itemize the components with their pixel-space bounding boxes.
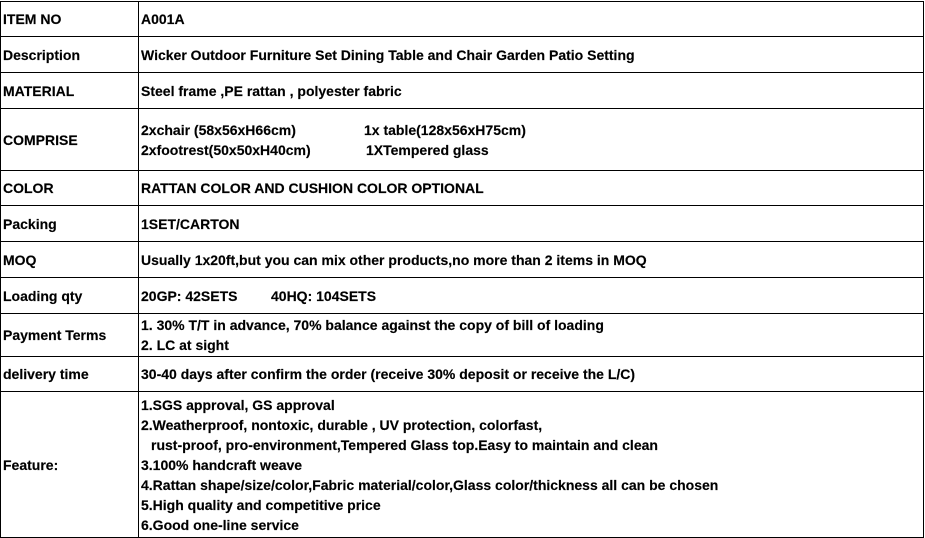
description-value: Wicker Outdoor Furniture Set Dining Table and Chair Garden Patio Setting bbox=[139, 37, 924, 73]
comprise-line-2 bbox=[141, 140, 923, 160]
product-spec-table bbox=[0, 1, 924, 538]
row-feature bbox=[1, 392, 924, 538]
payment-terms-value bbox=[139, 314, 924, 357]
row-loading-qty bbox=[1, 278, 924, 314]
row-material bbox=[1, 73, 924, 109]
row-description bbox=[1, 37, 924, 73]
delivery-time-label: delivery time bbox=[1, 357, 139, 392]
row-color bbox=[1, 171, 924, 206]
feature-line: 4.Rattan shape/size/color,Fabric material/color,Glass color/thickness all can be chosen bbox=[141, 476, 719, 493]
delivery-time-value: 30-40 days after confirm the order (receive 30% deposit or receive the L/C) bbox=[139, 357, 924, 392]
material-value: Steel frame ,PE rattan , polyester fabric bbox=[139, 73, 924, 109]
payment-terms-label: Payment Terms bbox=[1, 314, 139, 357]
row-comprise bbox=[1, 109, 924, 171]
comprise-value bbox=[139, 109, 924, 171]
item-no-value: A001A bbox=[139, 2, 924, 37]
loading-qty-label: Loading qty bbox=[1, 278, 139, 314]
moq-value: Usually 1x20ft,but you can mix other products,no more than 2 items in MOQ bbox=[139, 242, 924, 278]
item-no-label: ITEM NO bbox=[1, 2, 139, 37]
feature-line: rust-proof, pro-environment,Tempered Glass top.Easy to maintain and clean bbox=[151, 436, 658, 453]
feature-line: 1.SGS approval, GS approval bbox=[141, 396, 335, 413]
material-label: MATERIAL bbox=[1, 73, 139, 109]
description-label: Description bbox=[1, 37, 139, 73]
row-payment-terms bbox=[1, 314, 924, 357]
loading-qty-40hq: 40HQ: 104SETS bbox=[271, 287, 377, 304]
row-packing bbox=[1, 206, 924, 242]
moq-label: MOQ bbox=[1, 242, 139, 278]
feature-label: Feature: bbox=[1, 392, 139, 538]
color-label: COLOR bbox=[1, 171, 139, 206]
row-moq bbox=[1, 242, 924, 278]
payment-line-2: 2. LC at sight bbox=[141, 337, 229, 353]
payment-line-1: 1. 30% T/T in advance, 70% balance against the copy of bill of loading bbox=[141, 317, 604, 333]
row-delivery-time bbox=[1, 357, 924, 392]
feature-line: 5.High quality and competitive price bbox=[141, 496, 381, 513]
comprise-label: COMPRISE bbox=[1, 109, 139, 171]
feature-value bbox=[139, 392, 924, 538]
row-item-no bbox=[1, 2, 924, 37]
comprise-table: 1x table(128x56xH75cm) bbox=[364, 121, 526, 138]
loading-qty-value bbox=[139, 278, 924, 314]
comprise-footrest: 2xfootrest(50x50xH40cm) bbox=[141, 141, 311, 158]
comprise-chair: 2xchair (58x56xH66cm) bbox=[141, 121, 296, 138]
feature-line: 2.Weatherproof, nontoxic, durable , UV protection, colorfast, bbox=[141, 416, 543, 433]
packing-value: 1SET/CARTON bbox=[139, 206, 924, 242]
comprise-glass: 1XTempered glass bbox=[366, 141, 489, 158]
comprise-line-1 bbox=[141, 120, 923, 140]
loading-qty-20gp: 20GP: 42SETS bbox=[141, 287, 238, 304]
feature-line: 6.Good one-line service bbox=[141, 516, 299, 533]
color-value: RATTAN COLOR AND CUSHION COLOR OPTIONAL bbox=[139, 171, 924, 206]
packing-label: Packing bbox=[1, 206, 139, 242]
feature-line: 3.100% handcraft weave bbox=[141, 456, 303, 473]
